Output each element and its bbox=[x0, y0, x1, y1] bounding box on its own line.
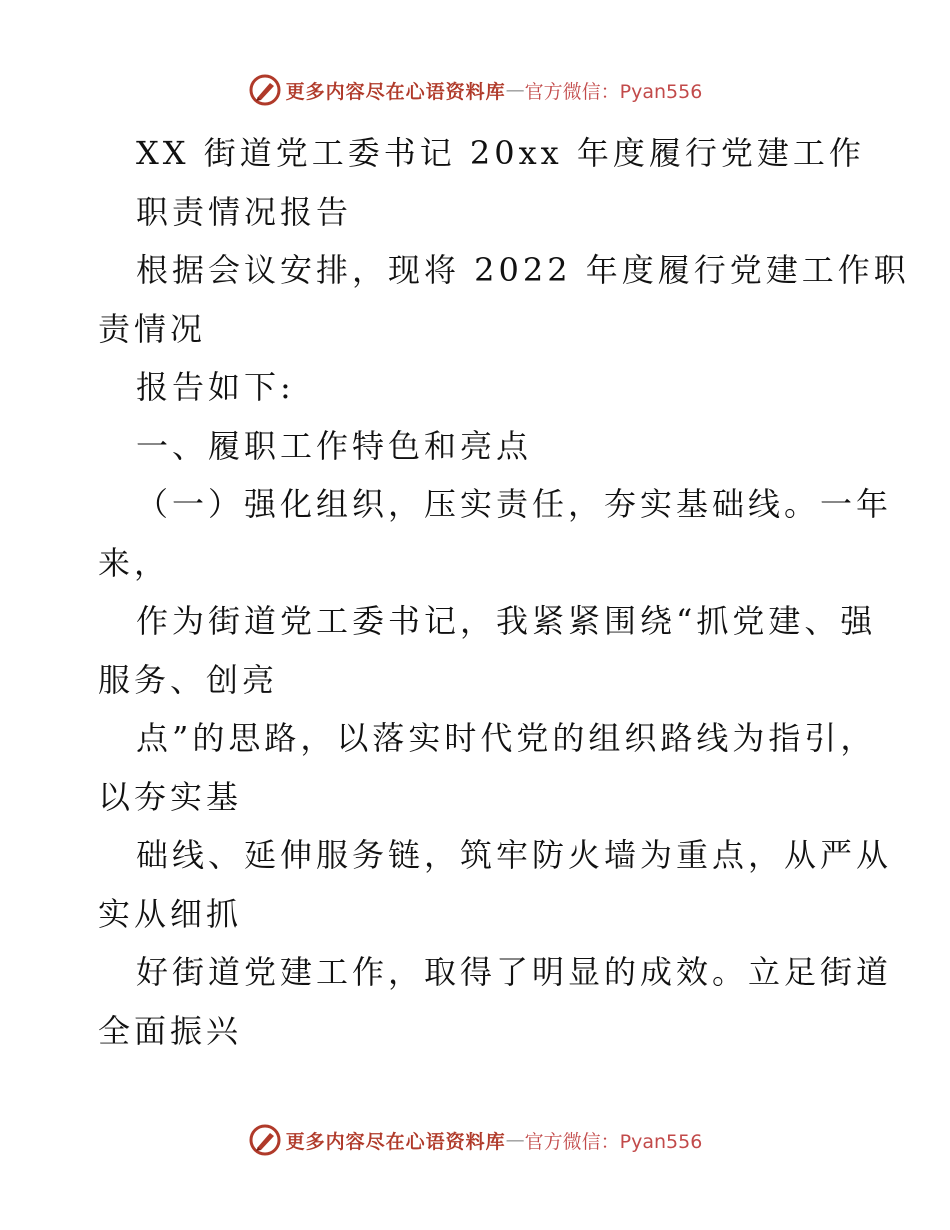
watermark-wechat-text: 官方微信：Pyan556 bbox=[524, 80, 703, 103]
watermark-wechat-text: 官方微信：Pyan556 bbox=[524, 1130, 703, 1153]
document-line: 础线、延伸服务链，筑牢防火墙为重点，从严从 bbox=[136, 836, 893, 874]
document-line: 以夯实基 bbox=[98, 777, 243, 816]
document-line: 一、履职工作特色和亮点 bbox=[136, 426, 533, 465]
document-title-line-1: XX 街道党工委书记 20xx 年度履行党建工作 bbox=[136, 134, 865, 172]
document-line: 来， bbox=[98, 543, 171, 582]
watermark-main-text: 更多内容尽在心语资料库 bbox=[285, 1130, 506, 1153]
document-line: （一）强化组织，压实责任，夯实基础线。一年 bbox=[136, 485, 893, 523]
document-line: 服务、创亮 bbox=[98, 660, 279, 699]
watermark-main-text: 更多内容尽在心语资料库 bbox=[285, 80, 506, 103]
watermark-separator: — bbox=[505, 79, 525, 101]
document-body bbox=[98, 124, 910, 1060]
footer-watermark bbox=[0, 1120, 950, 1160]
document-line: 实从细抓 bbox=[98, 894, 243, 933]
document-line: 责情况 bbox=[98, 309, 207, 348]
document-line: 根据会议安排，现将 2022 年度履行党建工作职 bbox=[136, 251, 910, 289]
document-line: 报告如下: bbox=[136, 368, 295, 406]
document-line: 点”的思路，以落实时代党的组织路线为指引， bbox=[136, 719, 877, 757]
watermark-separator: — bbox=[505, 1129, 525, 1151]
pen-circle-logo-icon bbox=[248, 73, 282, 107]
pen-circle-logo-icon bbox=[248, 1123, 282, 1157]
document-paragraphs bbox=[98, 241, 910, 1060]
document-line: 全面振兴 bbox=[98, 1011, 243, 1050]
document-title-line-2: 职责情况报告 bbox=[136, 192, 353, 231]
document-line: 好街道党建工作，取得了明显的成效。立足街道 bbox=[136, 953, 893, 991]
document-line: 作为街道党工委书记，我紧紧围绕“抓党建、强 bbox=[136, 602, 877, 640]
header-watermark bbox=[0, 70, 950, 110]
